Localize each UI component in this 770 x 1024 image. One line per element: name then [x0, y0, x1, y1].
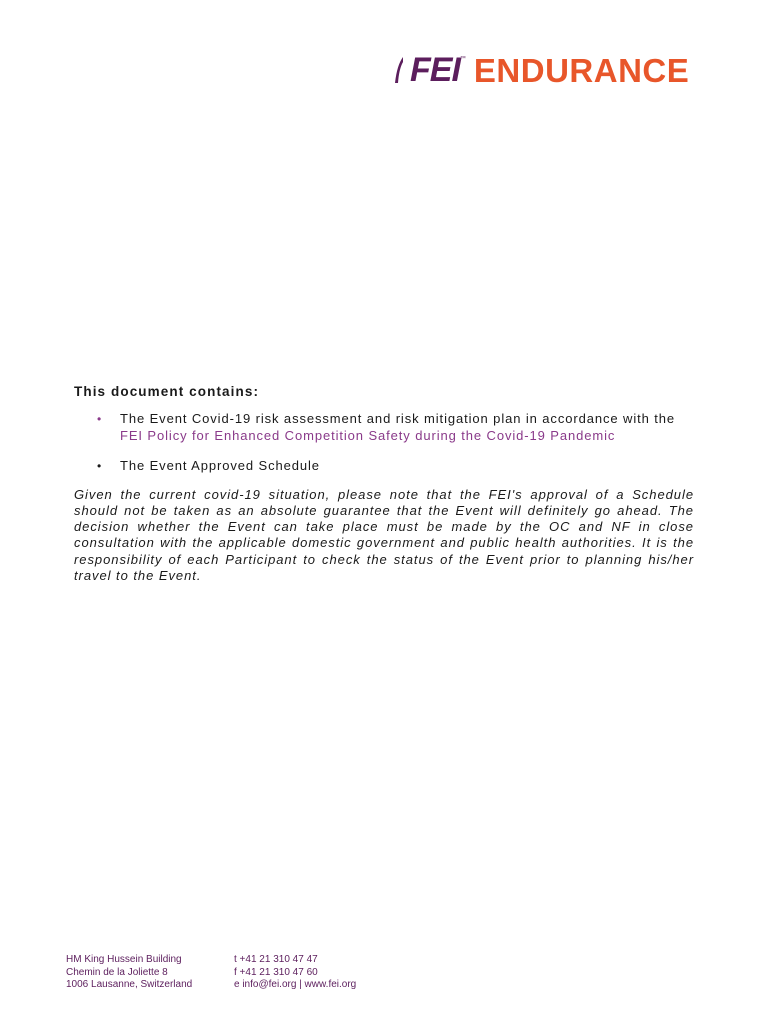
list-item-text: The Event Approved Schedule [120, 458, 320, 473]
contents-heading: This document contains: [74, 384, 260, 399]
list-item [74, 458, 694, 475]
fei-endurance-logo [394, 50, 744, 90]
fax-line: f +41 21 310 47 60 [234, 966, 318, 978]
address-line: HM King Hussein Building [66, 954, 182, 965]
logo-endurance-text: ENDURANCE [473, 51, 690, 89]
document-content [74, 384, 694, 584]
contents-list [74, 411, 694, 475]
list-item-text: The Event Covid-19 risk assessment and risk mitigation plan in accordance with the [120, 411, 676, 426]
email-web-line[interactable]: e info@fei.org | www.fei.org [234, 979, 357, 990]
phone-line: t +41 21 310 47 47 [234, 954, 318, 965]
fei-horse-mark-icon [394, 53, 404, 87]
covid-notice-paragraph: Given the current covid-19 situation, please note that the FEI's approval of a Schedule should not be taken as an absolute guarantee that the Event will definitely go ahead. The decision whether the Event can take place must be made by the OC and NF in close consultation with the applicable domestic government and public health authorities. It is the responsibility of each Participant to check the status of the Event prior to planning his/her travel to the Event. [74, 486, 694, 583]
footer-address [66, 954, 234, 992]
address-line: Chemin de la Joliette 8 [66, 966, 168, 978]
logo-fei-text: FEI [410, 51, 460, 89]
policy-link[interactable]: FEI Policy for Enhanced Competition Safety during the Covid-19 Pandemic [120, 427, 616, 443]
list-item [74, 411, 694, 444]
bullet-icon: • [97, 459, 103, 473]
bullet-icon: • [97, 412, 103, 426]
footer-contact [234, 954, 434, 992]
logo-trademark: ™ [459, 56, 466, 62]
address-line: 1006 Lausanne, Switzerland [66, 979, 193, 990]
footer [66, 954, 434, 992]
